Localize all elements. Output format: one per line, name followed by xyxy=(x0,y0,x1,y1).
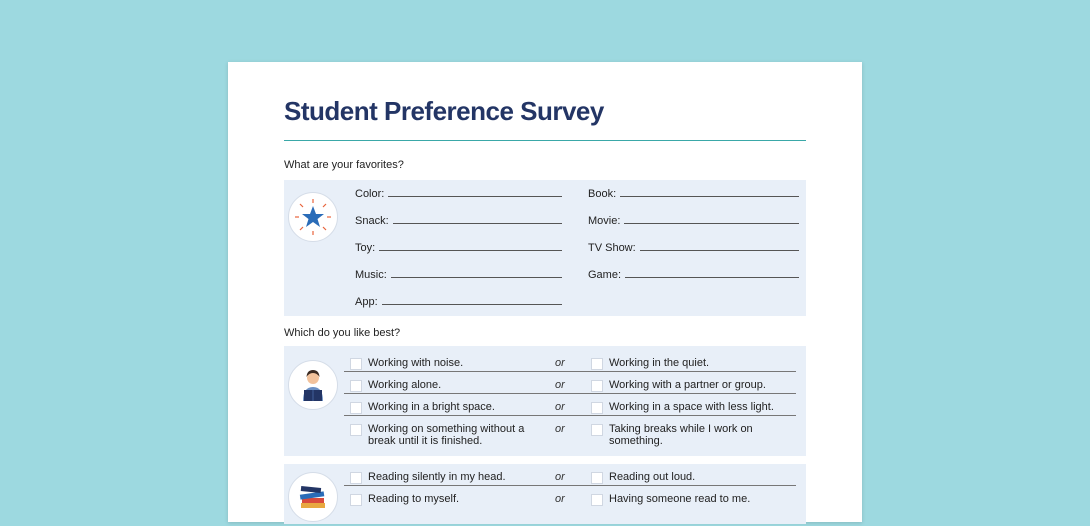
write-in-line[interactable] xyxy=(391,276,562,278)
favorites-panel xyxy=(284,180,806,316)
option-b[interactable] xyxy=(591,471,791,484)
option-text: Working with noise. xyxy=(368,357,464,369)
option-b[interactable] xyxy=(591,379,791,392)
title-rule xyxy=(284,140,806,141)
write-in-line[interactable] xyxy=(382,303,562,305)
best-question: Which do you like best? xyxy=(284,327,401,339)
option-a[interactable] xyxy=(350,423,540,447)
favorite-label: Game: xyxy=(588,269,622,281)
favorite-field[interactable] xyxy=(355,269,562,281)
checkbox[interactable] xyxy=(591,380,603,392)
option-text: Working in a space with less light. xyxy=(609,401,774,413)
favorite-label: Music: xyxy=(355,269,387,281)
favorite-field[interactable] xyxy=(588,215,799,227)
favorite-label: Toy: xyxy=(355,242,376,254)
or-label: or xyxy=(555,401,565,413)
favorite-field[interactable] xyxy=(355,296,562,308)
row-divider xyxy=(344,415,796,416)
or-label: or xyxy=(555,357,565,369)
favorite-field[interactable] xyxy=(588,188,799,200)
option-a[interactable] xyxy=(350,357,540,370)
option-b[interactable] xyxy=(591,357,791,370)
books-icon xyxy=(288,472,338,522)
favorite-field[interactable] xyxy=(588,269,799,281)
favorites-question: What are your favorites? xyxy=(284,159,404,171)
survey-page xyxy=(228,62,862,522)
favorite-label: Color: xyxy=(355,188,385,200)
favorite-label: Snack: xyxy=(355,215,389,227)
checkbox[interactable] xyxy=(350,402,362,414)
option-text: Working alone. xyxy=(368,379,442,391)
write-in-line[interactable] xyxy=(379,249,562,251)
checkbox[interactable] xyxy=(350,358,362,370)
checkbox[interactable] xyxy=(350,472,362,484)
checkbox[interactable] xyxy=(591,424,603,436)
row-divider xyxy=(344,485,796,486)
favorite-label: App: xyxy=(355,296,378,308)
write-in-line[interactable] xyxy=(625,276,799,278)
option-text: Working in a bright space. xyxy=(368,401,495,413)
favorite-field[interactable] xyxy=(355,188,562,200)
checkbox[interactable] xyxy=(591,358,603,370)
favorite-field[interactable] xyxy=(355,242,562,254)
or-label: or xyxy=(555,423,565,435)
write-in-line[interactable] xyxy=(393,222,562,224)
or-label: or xyxy=(555,379,565,391)
option-b[interactable] xyxy=(591,401,791,414)
option-text: Taking breaks while I work on something. xyxy=(609,423,753,447)
write-in-line[interactable] xyxy=(640,249,799,251)
option-a[interactable] xyxy=(350,379,540,392)
option-text: Working on something without a break until it is finished. xyxy=(368,423,525,447)
favorite-label: TV Show: xyxy=(588,242,636,254)
option-b[interactable] xyxy=(591,423,791,447)
option-a[interactable] xyxy=(350,471,540,484)
option-text: Working in the quiet. xyxy=(609,357,710,369)
best-panel-work xyxy=(284,346,806,456)
option-a[interactable] xyxy=(350,401,540,414)
favorite-label: Movie: xyxy=(588,215,621,227)
or-label: or xyxy=(555,471,565,483)
student-reading-icon xyxy=(288,360,338,410)
option-text: Reading to myself. xyxy=(368,493,460,505)
checkbox[interactable] xyxy=(350,494,362,506)
row-divider xyxy=(344,393,796,394)
star-icon xyxy=(288,192,338,242)
checkbox[interactable] xyxy=(350,380,362,392)
option-text: Working with a partner or group. xyxy=(609,379,766,391)
option-text: Reading silently in my head. xyxy=(368,471,506,483)
option-a[interactable] xyxy=(350,493,540,506)
page-title: Student Preference Survey xyxy=(284,96,604,126)
option-text: Reading out loud. xyxy=(609,471,696,483)
option-text: Having someone read to me. xyxy=(609,493,751,505)
best-panel-reading xyxy=(284,464,806,524)
checkbox[interactable] xyxy=(350,424,362,436)
write-in-line[interactable] xyxy=(388,195,562,197)
favorite-field[interactable] xyxy=(355,215,562,227)
row-divider xyxy=(344,371,796,372)
option-b[interactable] xyxy=(591,493,791,506)
checkbox[interactable] xyxy=(591,494,603,506)
checkbox[interactable] xyxy=(591,472,603,484)
checkbox[interactable] xyxy=(591,402,603,414)
or-label: or xyxy=(555,493,565,505)
write-in-line[interactable] xyxy=(620,195,799,197)
write-in-line[interactable] xyxy=(624,222,799,224)
favorite-label: Book: xyxy=(588,188,617,200)
favorite-field[interactable] xyxy=(588,242,799,254)
